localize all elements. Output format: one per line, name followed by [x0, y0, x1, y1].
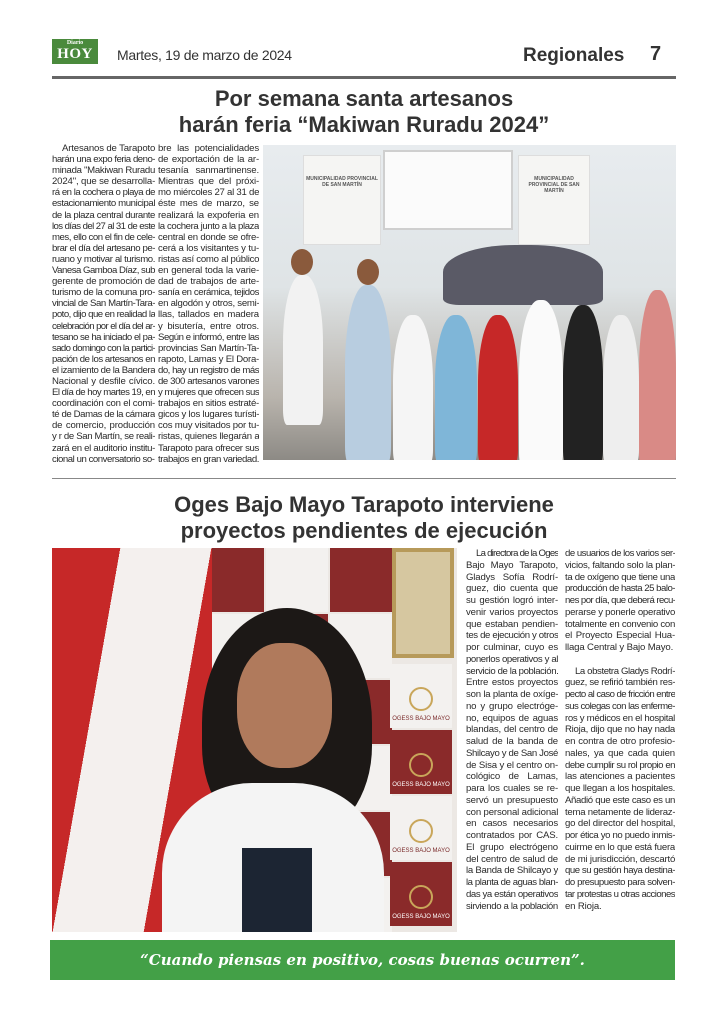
text-line: y mujeres que ofrecen sus: [158, 387, 259, 399]
text-line: pación de los artesanos en: [52, 353, 155, 365]
text-line: trabajos en sitios estraté-: [158, 398, 259, 410]
article1-column-2: [158, 143, 259, 465]
quote-banner: “Cuando piensas en positivo, cosas buenas ocurren”.: [50, 940, 675, 980]
header-rule: [52, 76, 676, 79]
text-line: brar el día del artesano pe-: [52, 242, 155, 254]
text-line: no, equipos de aguas: [466, 712, 558, 724]
text-line: tes de ejecución y otros: [466, 630, 558, 642]
text-line: debe cumplir su rol propio en: [565, 759, 675, 771]
text-line: de comercio, producción: [52, 420, 155, 432]
text-line: pecto al caso de fricción entre: [565, 689, 675, 700]
text-line: de usuarios de los varios ser-: [565, 548, 675, 559]
text-line: venir varios proyectos: [466, 606, 558, 618]
text-line: realizará la expoferia en: [158, 209, 259, 221]
person: [603, 315, 639, 460]
text-line: Según e informó, entre las: [158, 331, 259, 343]
text-line: de exportación de la ar-: [158, 154, 259, 166]
ogess-logo-tile: [390, 730, 452, 794]
text-line: La directora de la Oges: [476, 548, 558, 559]
text-line: son la planta de oxíge-: [466, 689, 558, 700]
ogess-backdrop: [390, 664, 452, 928]
projection-screen: [383, 150, 513, 230]
text-line: poto, dijo que en realidad la: [52, 309, 155, 321]
text-line: guez, dio cuenta que: [466, 583, 558, 595]
group-of-people: [263, 245, 676, 460]
text-line: cos muy visitados por tu-: [158, 420, 259, 432]
text-line: Vanesa Gamboa Díaz, sub: [52, 265, 155, 277]
person: [519, 300, 563, 460]
text-line: coordinación con el comi-: [52, 398, 155, 410]
text-line: sirviendo a la población: [466, 900, 558, 912]
article2-headline: [52, 492, 676, 544]
text-line: por ética yo no puedo inmis-: [565, 830, 675, 841]
text-line: cuirme en lo que está fuera: [565, 841, 675, 853]
backdrop-label: OGESS BAJO MAYO: [392, 914, 450, 920]
text-line: do, hay un registro de más: [158, 364, 259, 376]
backdrop-tile: [330, 548, 392, 612]
text-line: para los cuales se re-: [466, 783, 558, 794]
text-line: El grupo electrógeno: [466, 841, 558, 853]
paragraph-gap: [565, 654, 675, 666]
text-line: en algodón y otros, semi-: [158, 298, 259, 310]
text-line: cerá a los visitantes y tu-: [158, 242, 259, 254]
ogess-seal-icon: [409, 687, 433, 711]
text-line: ta de oxígeno que tiene una: [565, 571, 675, 583]
back-row-people: [443, 245, 603, 305]
text-line: en casos necesarios: [466, 818, 558, 830]
text-line: La obstetra Gladys Rodrí-: [575, 665, 675, 677]
text-line: su gestión logró inter-: [466, 595, 558, 606]
person: [435, 315, 477, 460]
text-line: producción de hasta 25 balo-: [565, 583, 675, 595]
text-line: del centro de salud de: [466, 853, 558, 865]
text-line: nes por día, que deberá recu-: [565, 595, 675, 606]
article2-column-1: [466, 548, 558, 912]
text-line: tesanía sanmartinense.: [158, 165, 259, 177]
text-line: de la plaza central durante: [52, 209, 155, 221]
headline-line: proyectos pendientes de ejecución: [180, 518, 548, 543]
framed-portrait: [392, 548, 454, 658]
text-line: sado domingo con la partici-: [52, 342, 155, 354]
text-line: das ya están operativos: [466, 888, 558, 900]
text-line: gerente de promoción de: [52, 276, 155, 288]
text-line: harán una expo feria deno-: [52, 154, 155, 166]
text-line: en general toda la varie-: [158, 265, 259, 277]
text-line: té de Damas de la cámara: [52, 409, 155, 421]
backdrop-label: OGESS BAJO MAYO: [392, 716, 450, 722]
text-line: de Sisa y el centro on-: [466, 759, 558, 771]
text-line: Entre estos proyectos: [466, 677, 558, 689]
text-line: ros y médicos en el hospital: [565, 712, 675, 724]
backdrop-tile: [266, 548, 328, 612]
ogess-seal-icon: [409, 753, 433, 777]
text-line: go del director del hospital,: [565, 818, 675, 830]
text-line: rapoto, Lamas y El Dora-: [158, 353, 259, 365]
text-line: la cochera junto a la plaza: [158, 220, 259, 232]
ogess-seal-icon: [409, 885, 433, 909]
text-line: Tarapoto para ofrecer sus: [158, 442, 259, 454]
face: [237, 643, 332, 768]
text-line: do presupuesto para solven-: [565, 877, 675, 888]
text-line: salud de la banda de: [466, 736, 558, 747]
text-line: vicios, faltando solo la plan-: [565, 559, 675, 571]
text-line: el izamiento de la Bandera: [52, 364, 155, 376]
ogess-logo-tile: [390, 796, 452, 860]
text-line: y bisutería, entre otros.: [158, 320, 259, 332]
text-line: Artesanos de Tarapoto: [62, 143, 155, 154]
text-line: Nacional y desfile cívico.: [52, 375, 155, 387]
article1-column-1: [52, 143, 155, 465]
text-line: bre las potencialidades: [158, 143, 259, 154]
text-line: dad de trabajos de arte-: [158, 276, 259, 288]
section-name: Regionales: [523, 45, 625, 66]
text-line: de 300 artesanos varones: [158, 375, 259, 387]
person: [639, 290, 676, 460]
headline-line: Oges Bajo Mayo Tarapoto interviene: [174, 492, 554, 517]
text-line: que llegan a los hospitales.: [565, 783, 675, 794]
text-line: turismo de la comuna pro-: [52, 287, 155, 299]
text-line: de mi jurisdicción, descartó: [565, 853, 675, 865]
text-line: contratados por CAS.: [466, 830, 558, 841]
text-line: cional un conversatorio so-: [52, 453, 155, 465]
issue-date: Martes, 19 de marzo de 2024: [117, 47, 292, 63]
backdrop-label: OGESS BAJO MAYO: [392, 782, 450, 788]
page-number: 7: [650, 43, 662, 65]
text-line: vincial de San Martín-Tara-: [52, 298, 155, 310]
text-line: sus colegas con las enferme-: [565, 700, 675, 712]
text-line: ristas, quienes llegarán a: [158, 431, 259, 443]
text-line: minada "Makiwan Ruradu: [52, 165, 155, 177]
article1-headline: [52, 86, 676, 138]
text-line: el Proyecto Especial Hua-: [565, 630, 675, 642]
text-line: trabajos en gran variedad.: [158, 453, 259, 465]
text-line: cológico de Lamas,: [466, 771, 558, 783]
text-line: estacionamiento municipal: [52, 198, 155, 210]
text-line: tar protestas u otras acciones: [565, 888, 675, 900]
dark-blouse: [242, 848, 312, 932]
headline-line: Por semana santa artesanos: [214, 86, 514, 111]
text-line: llaga Central y Bajo Mayo.: [565, 642, 674, 653]
text-line: central en donde se ofre-: [158, 231, 259, 243]
director-portrait-photo: [52, 548, 457, 932]
person: [283, 275, 323, 425]
text-line: llas, tallados en madera: [158, 309, 259, 321]
ogess-logo-tile: [390, 664, 452, 728]
text-line: ruano y motivar al turismo.: [52, 253, 155, 265]
text-line: éste mes de marzo, se: [158, 198, 259, 210]
text-line: Rioja, dijo que no hay nada: [565, 724, 675, 736]
text-line: y r de San Martín, se reali-: [52, 431, 155, 443]
text-line: zará en el auditorio institu-: [52, 442, 155, 454]
text-line: en Rioja.: [565, 900, 602, 912]
text-line: sanía en cerámica, tejidos: [158, 287, 259, 299]
text-line: la planta de aguas blan-: [466, 877, 558, 888]
artisans-group-photo: [263, 145, 676, 460]
text-line: mo miércoles 27 al 31 de: [158, 187, 259, 199]
headline-line: harán feria “Makiwan Ruradu 2024”: [178, 112, 550, 137]
text-line: por culminar, cuyo es: [466, 642, 558, 653]
text-line: totalmente en convenio con: [565, 618, 675, 630]
person: [345, 285, 391, 460]
text-line: Gladys Sofía Rodrí-: [466, 571, 558, 583]
person: [478, 315, 518, 460]
text-line: perarse y ponerle operativo: [565, 606, 675, 618]
person: [393, 315, 433, 460]
text-line: tema netamente de lideraz-: [565, 806, 675, 818]
article2-column-2: [565, 548, 675, 912]
text-line: 2024", que se desarrolla-: [52, 176, 155, 188]
text-line: guez, se refirió también res-: [565, 677, 675, 689]
text-line: Mientras que del próxi-: [158, 176, 259, 188]
text-line: no y grupo electróge-: [466, 700, 558, 712]
text-line: que estaban pendien-: [466, 618, 558, 630]
municipal-banner: MUNICIPALIDAD PROVINCIAL DE SAN MARTÍN: [303, 155, 381, 245]
diario-hoy-logo: [52, 39, 98, 64]
text-line: nales, ya que cada quien: [565, 747, 675, 759]
text-line: rá en la cochera o playa de: [52, 187, 155, 199]
person-head: [357, 259, 379, 285]
text-line: las atenciones a pacientes: [565, 771, 675, 783]
logo-small-text: Diario: [66, 40, 84, 46]
text-line: ristas así como al público: [158, 253, 259, 265]
text-line: provincias San Martín-Ta-: [158, 342, 259, 354]
text-line: Shilcayo y de San José: [466, 747, 558, 759]
text-line: la Banda de Shilcayo y: [466, 865, 558, 877]
text-line: mes, ello con el fin de cele-: [52, 231, 155, 243]
text-line: El día de hoy martes 19, en: [52, 387, 155, 399]
logo-big-text: HOY: [57, 46, 93, 62]
text-line: servó un presupuesto: [466, 794, 558, 806]
text-line: ponerlos operativos y al: [466, 653, 558, 665]
person: [563, 305, 603, 460]
text-line: Bajo Mayo Tarapoto,: [466, 559, 558, 571]
text-line: Añadió que este caso es un: [565, 794, 675, 806]
text-line: que su gestión haya destina-: [565, 865, 675, 877]
text-line: tesano se ha iniciado el pa-: [52, 331, 155, 343]
article-separator: [52, 478, 676, 479]
text-line: con personal adicional: [466, 806, 558, 818]
text-line: blandas, del centro de: [466, 724, 558, 736]
text-line: los días del 27 al 31 de este: [52, 220, 155, 232]
person-head: [291, 249, 313, 275]
municipal-banner: MUNICIPALIDAD PROVINCIAL DE SAN MARTÍN: [518, 155, 590, 245]
ogess-seal-icon: [409, 819, 433, 843]
ogess-logo-tile: [390, 862, 452, 926]
text-line: celebración por el día del ar-: [52, 320, 155, 332]
text-line: gicos y los lugares turísti-: [158, 409, 259, 421]
text-line: en contra de otro profesio-: [565, 736, 675, 747]
text-line: servicio de la población.: [466, 665, 558, 677]
backdrop-label: OGESS BAJO MAYO: [392, 848, 450, 854]
